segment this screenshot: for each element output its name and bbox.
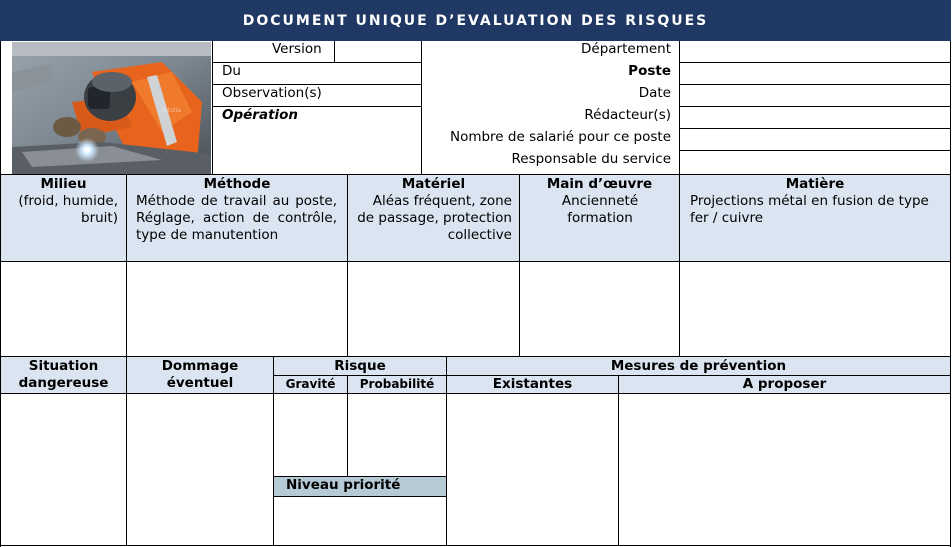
responsable-field[interactable]	[680, 151, 950, 174]
gravite-header: Gravité	[285, 377, 336, 391]
existantes-input[interactable]	[447, 394, 618, 545]
du-label: Du	[222, 63, 241, 79]
main-oeuvre-title: Main d’œuvre	[546, 176, 653, 192]
operation-label: Opération	[222, 107, 299, 123]
redacteur-field[interactable]	[680, 107, 950, 128]
watermark-text: fotolia	[162, 107, 181, 114]
poste-field[interactable]	[680, 63, 950, 84]
dommage-header: Dommage éventuel	[161, 358, 239, 391]
milieu-text: (froid, humide, bruit)	[18, 193, 118, 226]
milieu-input[interactable]	[1, 262, 126, 356]
main-oeuvre-input[interactable]	[520, 262, 679, 356]
existantes-header: Existantes	[492, 376, 573, 392]
situation-input[interactable]	[1, 394, 126, 545]
methode-text: Méthode de travail au poste, Réglage, action de contrôle, type de manutention	[136, 193, 337, 243]
mesures-header: Mesures de prévention	[610, 358, 787, 374]
date-field[interactable]	[680, 85, 950, 106]
methode-input[interactable]	[127, 262, 347, 356]
a-proposer-input[interactable]	[619, 394, 950, 545]
matiere-text: Projections métal en fusion de type fer / cuivre	[690, 193, 929, 226]
probabilite-header: Probabilité	[359, 377, 435, 391]
gravite-input[interactable]	[274, 394, 347, 476]
nombre-salaries-label: Nombre de salarié pour ce poste	[449, 129, 671, 145]
dommage-input[interactable]	[127, 394, 273, 545]
poste-label: Poste	[628, 63, 671, 79]
milieu-title: Milieu	[40, 176, 87, 192]
situation-header: Situation dangereuse	[18, 358, 109, 391]
probabilite-input[interactable]	[348, 394, 446, 476]
date-label: Date	[638, 85, 671, 101]
niveau-priorite-label: Niveau priorité	[286, 477, 401, 493]
observations-label: Observation(s)	[222, 85, 322, 101]
responsable-label: Responsable du service	[511, 151, 671, 167]
departement-field[interactable]	[680, 42, 950, 62]
materiel-input[interactable]	[348, 262, 519, 356]
a-proposer-header: A proposer	[742, 376, 827, 392]
main-oeuvre-text: Ancienneté formation	[561, 193, 639, 226]
version-label: Version	[272, 41, 322, 57]
materiel-text: Aléas fréquent, zone de passage, protection collective	[357, 193, 512, 243]
version-field[interactable]	[335, 42, 421, 62]
matiere-title: Matière	[785, 176, 845, 192]
redacteur-label: Rédacteur(s)	[584, 107, 671, 123]
materiel-title: Matériel	[401, 176, 466, 192]
du-field[interactable]	[260, 63, 420, 83]
nombre-salaries-field[interactable]	[680, 129, 950, 150]
niveau-priorite-input[interactable]	[274, 497, 446, 545]
risque-header: Risque	[334, 358, 386, 374]
methode-title: Méthode	[203, 176, 271, 192]
document-title: DOCUMENT UNIQUE D’EVALUATION DES RISQUES	[0, 0, 951, 41]
departement-label: Département	[581, 41, 671, 57]
matiere-input[interactable]	[680, 262, 950, 356]
welder-photo	[12, 42, 211, 174]
